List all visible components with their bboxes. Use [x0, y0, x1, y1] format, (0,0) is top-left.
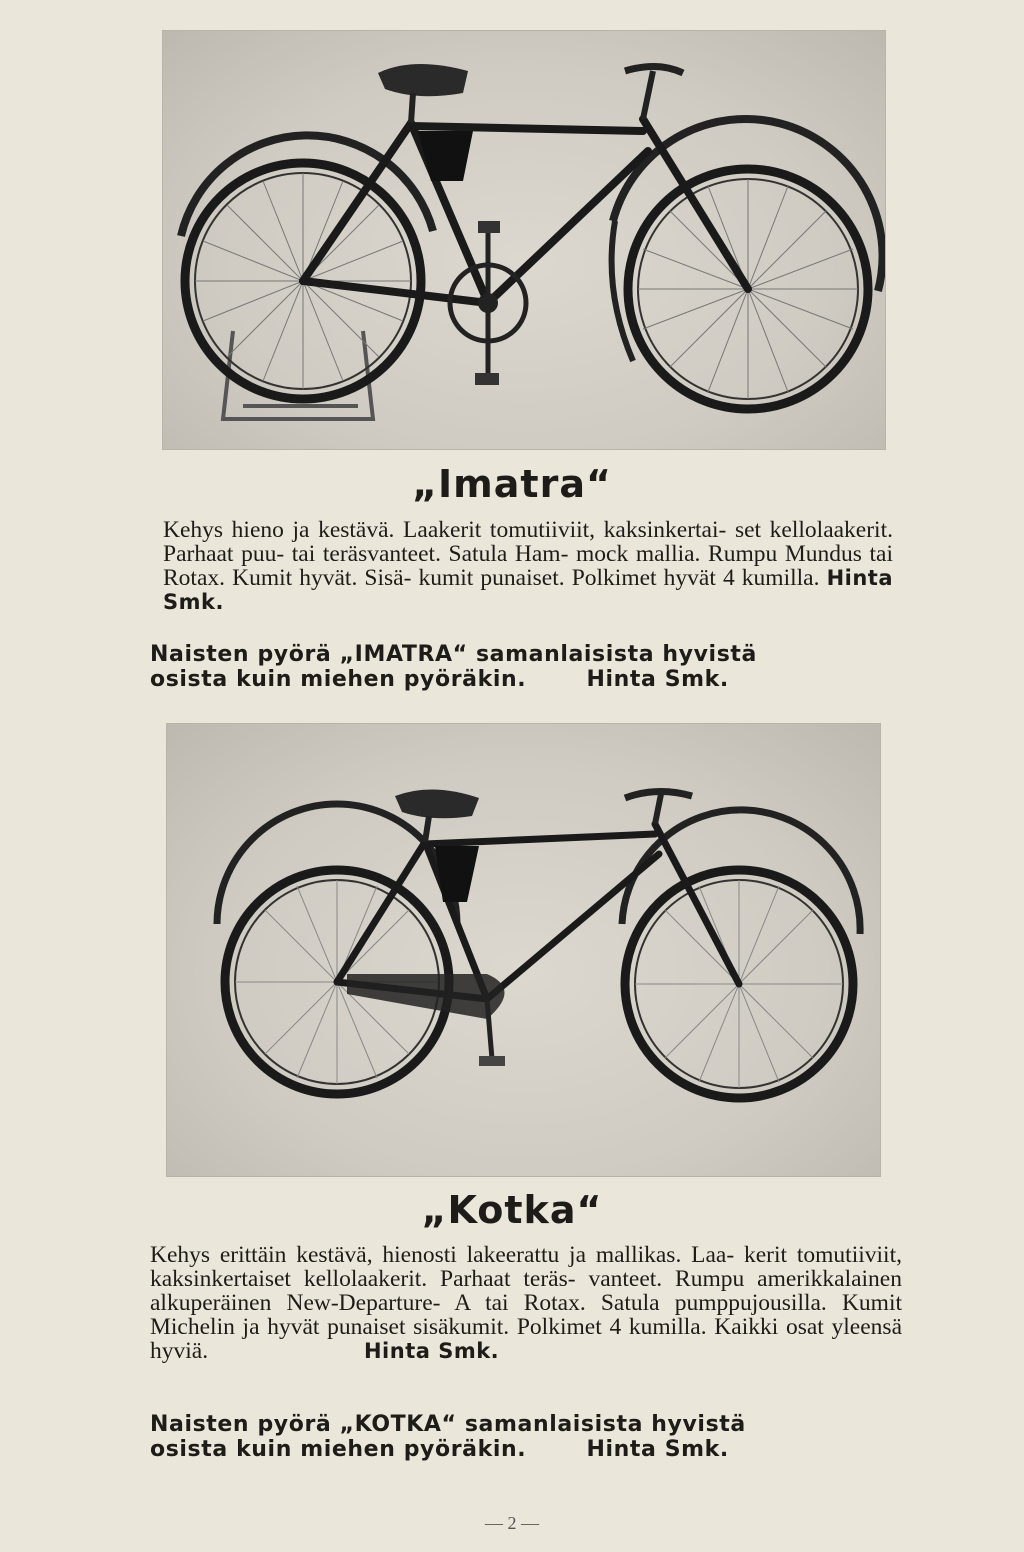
imatra-ladies-line1: Naisten pyörä „IMATRA“ samanlaisista hyvistä — [150, 642, 757, 667]
kotka-title: „Kotka“ — [421, 1188, 603, 1232]
kotka-ladies-note — [150, 1412, 910, 1462]
imatra-title: „Imatra“ — [412, 462, 612, 506]
kotka-ladies-line1: Naisten pyörä „KOTKA“ samanlaisista hyvistä — [150, 1412, 746, 1437]
bicycle-icon — [163, 31, 885, 449]
kotka-ladies-price: Hinta Smk. — [586, 1437, 729, 1462]
kotka-description-text: Kehys erittäin kestävä, hienosti lakeerattu ja mallikas. Laa- kerit tomutiiviit, kaksinkertaiset kellolaakerit. Parhaat teräs- vanteet. Rumpu amerikkalainen alkuperäinen New-Departure- A tai Rotax. Satula pumppujousilla. Kumit Michelin ja hyvät punaiset sisäkumit. Polkimet 4 kumilla. Kaikki osat yleensä hyviä. — [150, 1242, 902, 1364]
imatra-description-text: Kehys hieno ja kestävä. Laakerit tomutiiviit, kaksinkertai- set kellolaakerit. Parhaat puu- tai teräsvanteet. Satula Ham- mock mallia. Rumpu Mundus tai Rotax. Kumit hyvät. Sisä- kumit punaiset. Polkimet hyvät 4 kumilla. — [163, 517, 893, 591]
imatra-price: Hinta Smk. — [163, 566, 893, 614]
bicycle-icon — [167, 724, 880, 1176]
imatra-ladies-price: Hinta Smk. — [586, 667, 729, 692]
kotka-bicycle-photo — [166, 723, 881, 1177]
kotka-price: Hinta Smk. — [363, 1339, 500, 1363]
kotka-ladies-line2: osista kuin miehen pyöräkin. — [150, 1437, 527, 1462]
imatra-ladies-note — [150, 642, 910, 692]
kotka-description — [150, 1243, 902, 1363]
imatra-ladies-line2: osista kuin miehen pyöräkin. — [150, 667, 527, 692]
page-number: — 2 — — [485, 1513, 539, 1533]
imatra-description — [163, 518, 893, 614]
imatra-bicycle-photo — [162, 30, 886, 450]
